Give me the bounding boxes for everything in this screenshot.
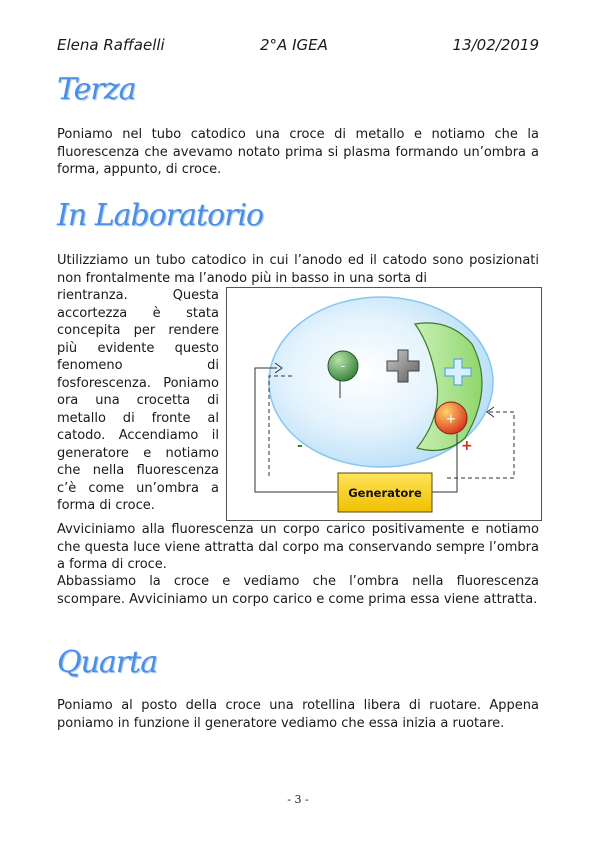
paragraph-laboratorio-after: Avviciniamo alla fluorescenza un corpo carico positivamente e notiamo che questa luce viene attratta dal corpo ma conservando sempre l’ombra a forma di croce.	[57, 522, 539, 572]
section-title-laboratorio: In Laboratorio	[57, 198, 264, 233]
cathode-tube-diagram	[226, 287, 542, 521]
document-date: 13/02/2019	[452, 36, 539, 54]
section-title-terza: Terza	[57, 72, 136, 107]
page-number: - 3 -	[287, 793, 309, 806]
paragraph-laboratorio-after2: Abbassiamo la croce e vediamo che l’ombra nella fluorescenza scompare. Avviciniamo un corpo carico e come prima essa viene attratta.	[57, 574, 539, 607]
page-header	[57, 36, 539, 56]
wire-plus-label: +	[461, 438, 473, 454]
paragraph-terza: Poniamo nel tubo catodico una croce di metallo e notiamo che la fluorescenza che avevamo notato prima si plasma formando un’ombra a forma, appunto, di croce.	[57, 127, 539, 177]
anode-sign: +	[445, 412, 457, 427]
anode-electrode	[435, 402, 467, 434]
cathode-sign: -	[340, 359, 346, 373]
generator-label: Generatore	[348, 486, 422, 500]
wire-minus-label: -	[297, 438, 303, 454]
author-name: Elena Raffaelli	[57, 36, 165, 54]
paragraph-quarta: Poniamo al posto della croce una rotellina libera di ruotare. Appena poniamo in funzione il generatore vediamo che essa inizia a ruotare.	[57, 698, 539, 731]
section-title-quarta: Quarta	[57, 645, 158, 680]
paragraph-laboratorio-intro: Utilizziamo un tubo catodico in cui l’anodo ed il catodo sono posizionati non frontalmente ma l’anodo più in basso in una sorta di	[57, 253, 539, 286]
paragraph-laboratorio-side: rientranza. Questa accortezza è stata concepita per rendere più evidente questo fenomeno di fosforescenza. Poniamo ora una crocetta di metallo di fronte al catodo. Accendiamo il generatore e notiamo che nella fluorescenza c’è come un’ombra a forma di croce.	[57, 288, 219, 513]
class-name: 2°A IGEA	[260, 36, 328, 54]
cathode-electrode	[328, 351, 358, 381]
generator-box	[338, 473, 432, 512]
